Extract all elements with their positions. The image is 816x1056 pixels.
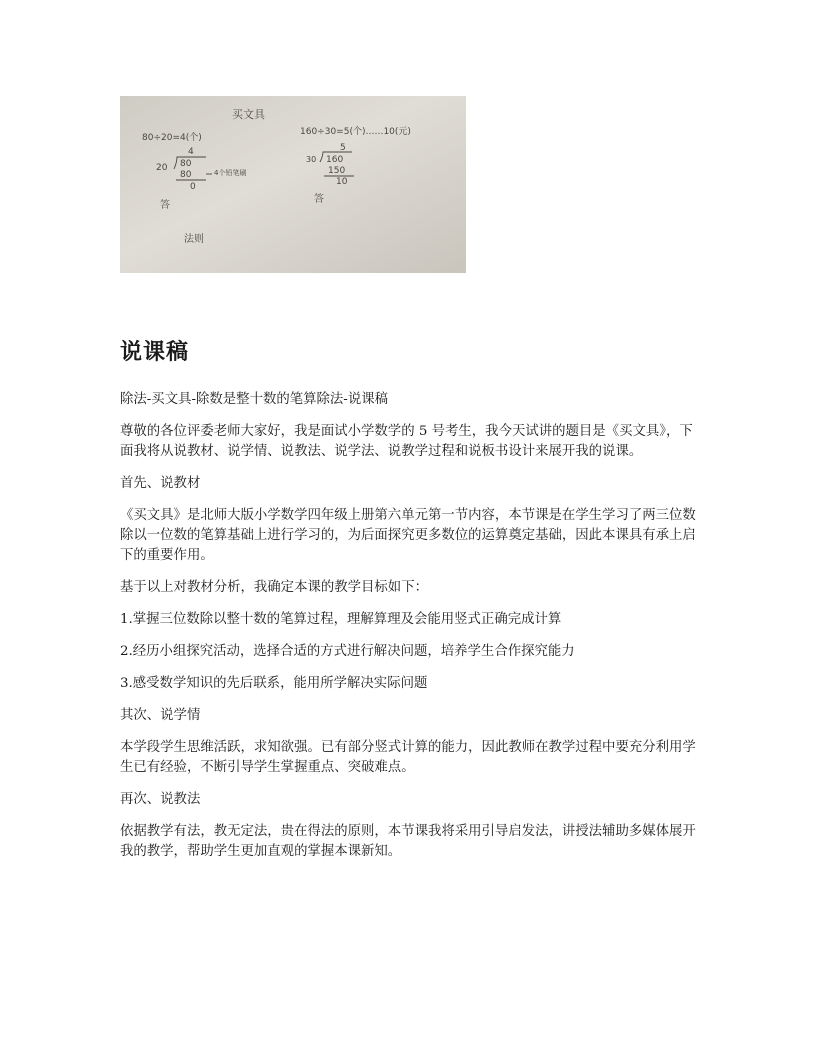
- right-dividend: 160: [326, 155, 344, 165]
- section-heading-students: 其次、说学情: [120, 708, 201, 723]
- section-heading-methods: 再次、说教法: [120, 792, 201, 807]
- right-answer: 答: [314, 194, 324, 205]
- right-remainder: 10: [336, 177, 348, 187]
- left-quotient: 4: [188, 147, 194, 157]
- left-note: 4个铅笔刷: [214, 169, 247, 177]
- rule-label: 法则: [184, 234, 204, 245]
- paragraph-students: 本学段学生思维活跃，求知欲强。已有部分竖式计算的能力，因此教师在教学过程中要充分利用学生已有经验，不断引导学生掌握重点、突破难点。: [120, 740, 696, 775]
- page-title: 说课稿: [120, 340, 190, 365]
- paragraph-intro: 尊敬的各位评委老师大家好，我是面试小学数学的 5 号考生，我今天试讲的题目是《买文具》，下面我将从说教材、说学情、说教法、说学法、说教学过程和说板书设计来展开我的说课。: [120, 424, 693, 459]
- section-heading-materials: 首先、说教材: [120, 476, 201, 491]
- paragraph-goals-intro: 基于以上对教材分析，我确定本课的教学目标如下：: [120, 580, 428, 595]
- photo-caption: 买文具: [232, 108, 265, 121]
- left-dividend: 80: [180, 159, 192, 169]
- left-equation: 80÷20=4(个): [142, 133, 202, 143]
- right-quotient: 5: [340, 143, 346, 153]
- left-divisor: 20: [156, 163, 168, 173]
- right-product: 150: [328, 166, 346, 176]
- document-body: [120, 336, 700, 874]
- goal-item-3: 3.感受数学知识的先后联系，能用所学解决实际问题: [120, 676, 428, 691]
- left-answer: 答: [160, 200, 170, 211]
- left-remainder: 0: [190, 182, 196, 192]
- right-equation: 160÷30=5(个)……10(元): [300, 127, 411, 137]
- handwritten-notes-photo: [120, 96, 466, 273]
- goal-item-2: 2.经历小组探究活动，选择合适的方式进行解决问题，培养学生合作探究能力: [120, 644, 575, 659]
- left-product: 80: [180, 170, 192, 180]
- paragraph-methods: 依据教学有法，教无定法，贵在得法的原则，本节课我将采用引导启发法，讲授法辅助多媒体展开我的教学，帮助学生更加直观的掌握本课新知。: [120, 824, 696, 859]
- document-subtitle: 除法-买文具-除数是整十数的笔算除法-说课稿: [120, 392, 388, 407]
- goal-item-1: 1.掌握三位数除以整十数的笔算过程，理解算理及会能用竖式正确完成计算: [120, 612, 562, 627]
- right-divisor: 30: [306, 155, 317, 164]
- paragraph-materials: 《买文具》是北师大版小学数学四年级上册第六单元第一节内容，本节课是在学生学习了两三位数除以一位数的笔算基础上进行学习的，为后面探究更多数位的运算奠定基础，因此本课具有承上启下的重要作用。: [120, 508, 696, 563]
